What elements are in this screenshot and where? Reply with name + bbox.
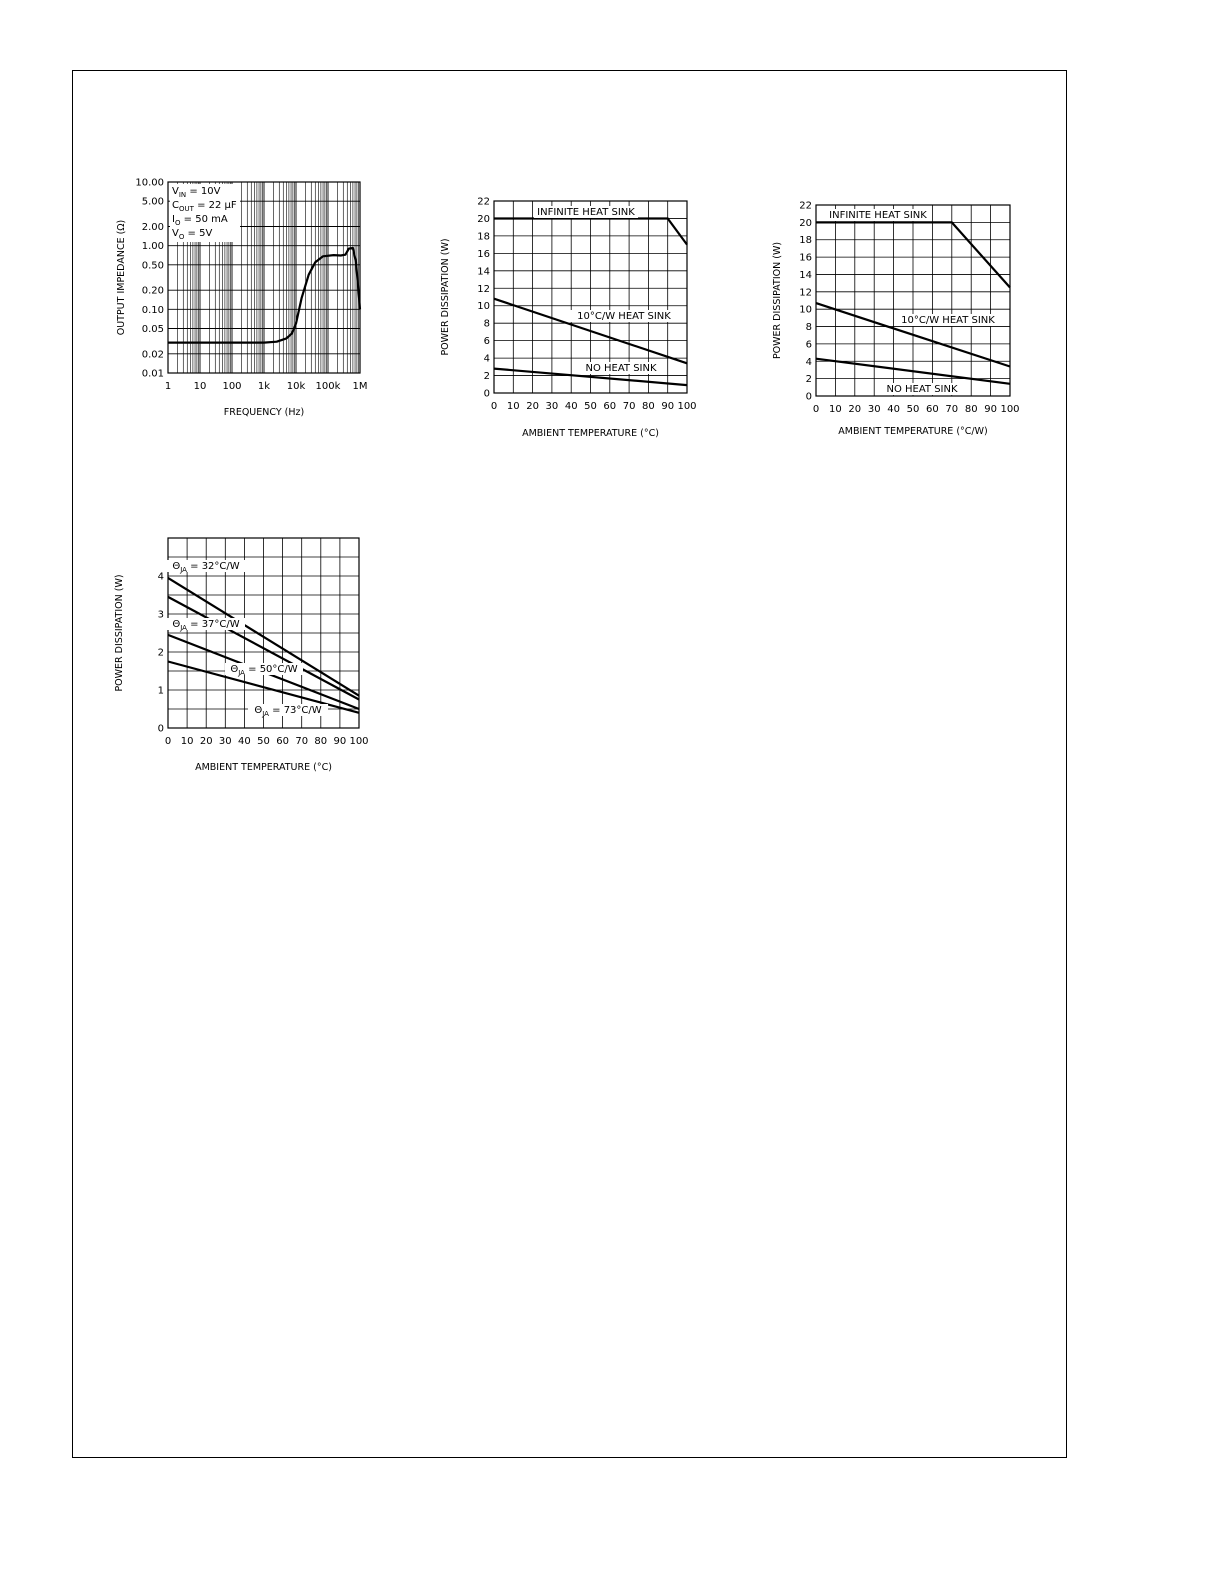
x-tick-label: 0 — [812, 404, 820, 415]
x-tick-label: 100 — [1000, 404, 1020, 415]
x-tick-label: 0 — [490, 401, 498, 412]
condition-label: $C_{OUT} = 22$ μF — [172, 200, 237, 213]
y-tick-label: 10 — [477, 301, 490, 313]
series-label: NO HEAT SINK — [886, 384, 958, 395]
x-tick-label: 10k — [286, 381, 306, 392]
x-tick-label: 30 — [218, 736, 232, 747]
condition-label: $V_{IN} = 10V$ — [172, 186, 221, 199]
y-tick-label: 12 — [799, 287, 812, 299]
series-label: $\Theta_{JA} = 50^\circ C/W$ — [230, 664, 298, 677]
y-tick-label: 0.01 — [141, 368, 164, 380]
y-tick-label: 5.00 — [141, 196, 164, 208]
output-impedance-chart — [112, 170, 376, 430]
y-tick-label: 0.50 — [141, 260, 164, 272]
x-tick-label: 70 — [622, 401, 636, 412]
x-tick-label: 50 — [906, 404, 920, 415]
x-tick-label: 70 — [295, 736, 309, 747]
y-tick-label: 16 — [799, 252, 812, 264]
y-tick-label: 12 — [477, 283, 490, 295]
y-tick-label: 2 — [157, 647, 164, 659]
y-axis-label: POWER DISSIPATION (W) — [440, 238, 451, 356]
y-tick-label: 22 — [799, 200, 812, 212]
y-tick-label: 4 — [483, 353, 490, 365]
x-tick-label: 100k — [315, 381, 341, 392]
x-tick-label: 90 — [661, 401, 675, 412]
x-tick-label: 100 — [222, 381, 242, 392]
x-tick-label: 80 — [314, 736, 328, 747]
y-tick-label: 8 — [805, 322, 812, 334]
power-dissipation-chart-3 — [112, 527, 376, 777]
x-tick-label: 90 — [984, 404, 997, 415]
y-tick-label: 6 — [483, 336, 490, 348]
x-tick-label: 1k — [257, 381, 271, 392]
y-tick-label: 2 — [805, 374, 812, 386]
x-tick-label: 10 — [829, 404, 842, 415]
y-tick-label: 0 — [157, 723, 164, 735]
x-tick-label: 1M — [352, 381, 368, 392]
x-tick-label: 70 — [945, 404, 959, 415]
x-tick-label: 20 — [526, 401, 539, 412]
x-tick-label: 20 — [199, 736, 213, 747]
y-tick-label: 6 — [805, 339, 812, 351]
y-axis-label: OUTPUT IMPEDANCE (Ω) — [116, 219, 127, 336]
y-tick-label: 10 — [799, 304, 812, 316]
x-tick-label: 80 — [642, 401, 655, 412]
x-axis-label: AMBIENT TEMPERATURE (°C) — [195, 762, 332, 773]
y-tick-label: 14 — [477, 266, 490, 278]
y-tick-label: 0.10 — [141, 304, 164, 316]
x-tick-label: 60 — [926, 404, 939, 415]
x-tick-label: 30 — [545, 401, 559, 412]
x-tick-label: 100 — [677, 401, 697, 412]
x-tick-label: 60 — [603, 401, 617, 412]
y-tick-label: 1.00 — [141, 241, 164, 253]
y-tick-label: 18 — [477, 231, 490, 243]
x-tick-label: 20 — [848, 404, 862, 415]
series-label: $\Theta_{JA} = 32^\circ C/W$ — [172, 561, 240, 574]
x-axis-label: FREQUENCY (Hz) — [223, 407, 305, 418]
series-label: NO HEAT SINK — [585, 363, 657, 374]
y-tick-label: 1 — [157, 685, 164, 697]
x-axis-label: AMBIENT TEMPERATURE (°C/W) — [838, 426, 988, 437]
y-tick-label: 0.20 — [141, 285, 164, 297]
x-tick-label: 80 — [964, 404, 978, 415]
x-tick-label: 10 — [506, 401, 520, 412]
x-tick-label: 50 — [584, 401, 597, 412]
x-tick-label: 10 — [180, 736, 194, 747]
power-dissipation-chart-2 — [770, 194, 1030, 444]
x-tick-label: 30 — [867, 404, 881, 415]
y-tick-label: 3 — [157, 609, 164, 621]
y-tick-label: 18 — [799, 235, 812, 247]
y-tick-label: 2.00 — [141, 222, 164, 234]
y-tick-label: 4 — [805, 356, 812, 368]
x-tick-label: 1 — [164, 381, 172, 392]
condition-label: $I_O = 50$ mA — [172, 214, 228, 227]
x-tick-label: 0 — [164, 736, 172, 747]
series-label: $\Theta_{JA} = 73^\circ C/W$ — [254, 705, 322, 718]
y-axis-label: POWER DISSIPATION (W) — [772, 241, 783, 360]
series-label: 10°C/W HEAT SINK — [901, 315, 995, 326]
series-label: INFINITE HEAT SINK — [537, 207, 635, 218]
y-tick-label: 2 — [483, 371, 490, 383]
x-tick-label: 10 — [193, 381, 207, 392]
series-label: INFINITE HEAT SINK — [829, 210, 927, 221]
y-tick-label: 22 — [477, 196, 490, 208]
y-tick-label: 16 — [477, 248, 490, 260]
x-tick-label: 60 — [276, 736, 289, 747]
condition-label: $V_O = 5V$ — [172, 228, 213, 241]
y-tick-label: 0.02 — [141, 349, 164, 361]
y-tick-label: 0 — [483, 388, 490, 400]
y-tick-label: 4 — [157, 571, 164, 583]
y-tick-label: 0.05 — [141, 323, 164, 335]
y-tick-label: 14 — [799, 269, 812, 281]
y-tick-label: 20 — [477, 213, 490, 225]
y-tick-label: 8 — [483, 318, 490, 330]
x-tick-label: 50 — [257, 736, 270, 747]
power-dissipation-chart-1 — [438, 190, 704, 446]
y-tick-label: 20 — [799, 217, 812, 229]
x-axis-label: AMBIENT TEMPERATURE (°C) — [522, 428, 659, 439]
x-tick-label: 40 — [887, 404, 900, 415]
x-tick-label: 100 — [349, 736, 369, 747]
y-tick-label: 0 — [805, 391, 812, 403]
y-tick-label: 10.00 — [135, 177, 164, 189]
x-tick-label: 90 — [333, 736, 347, 747]
series-label: 10°C/W HEAT SINK — [577, 311, 671, 322]
x-tick-label: 40 — [564, 401, 578, 412]
x-tick-label: 40 — [238, 736, 251, 747]
y-axis-label: POWER DISSIPATION (W) — [114, 574, 125, 692]
series-label: $\Theta_{JA} = 37^\circ C/W$ — [172, 619, 240, 632]
